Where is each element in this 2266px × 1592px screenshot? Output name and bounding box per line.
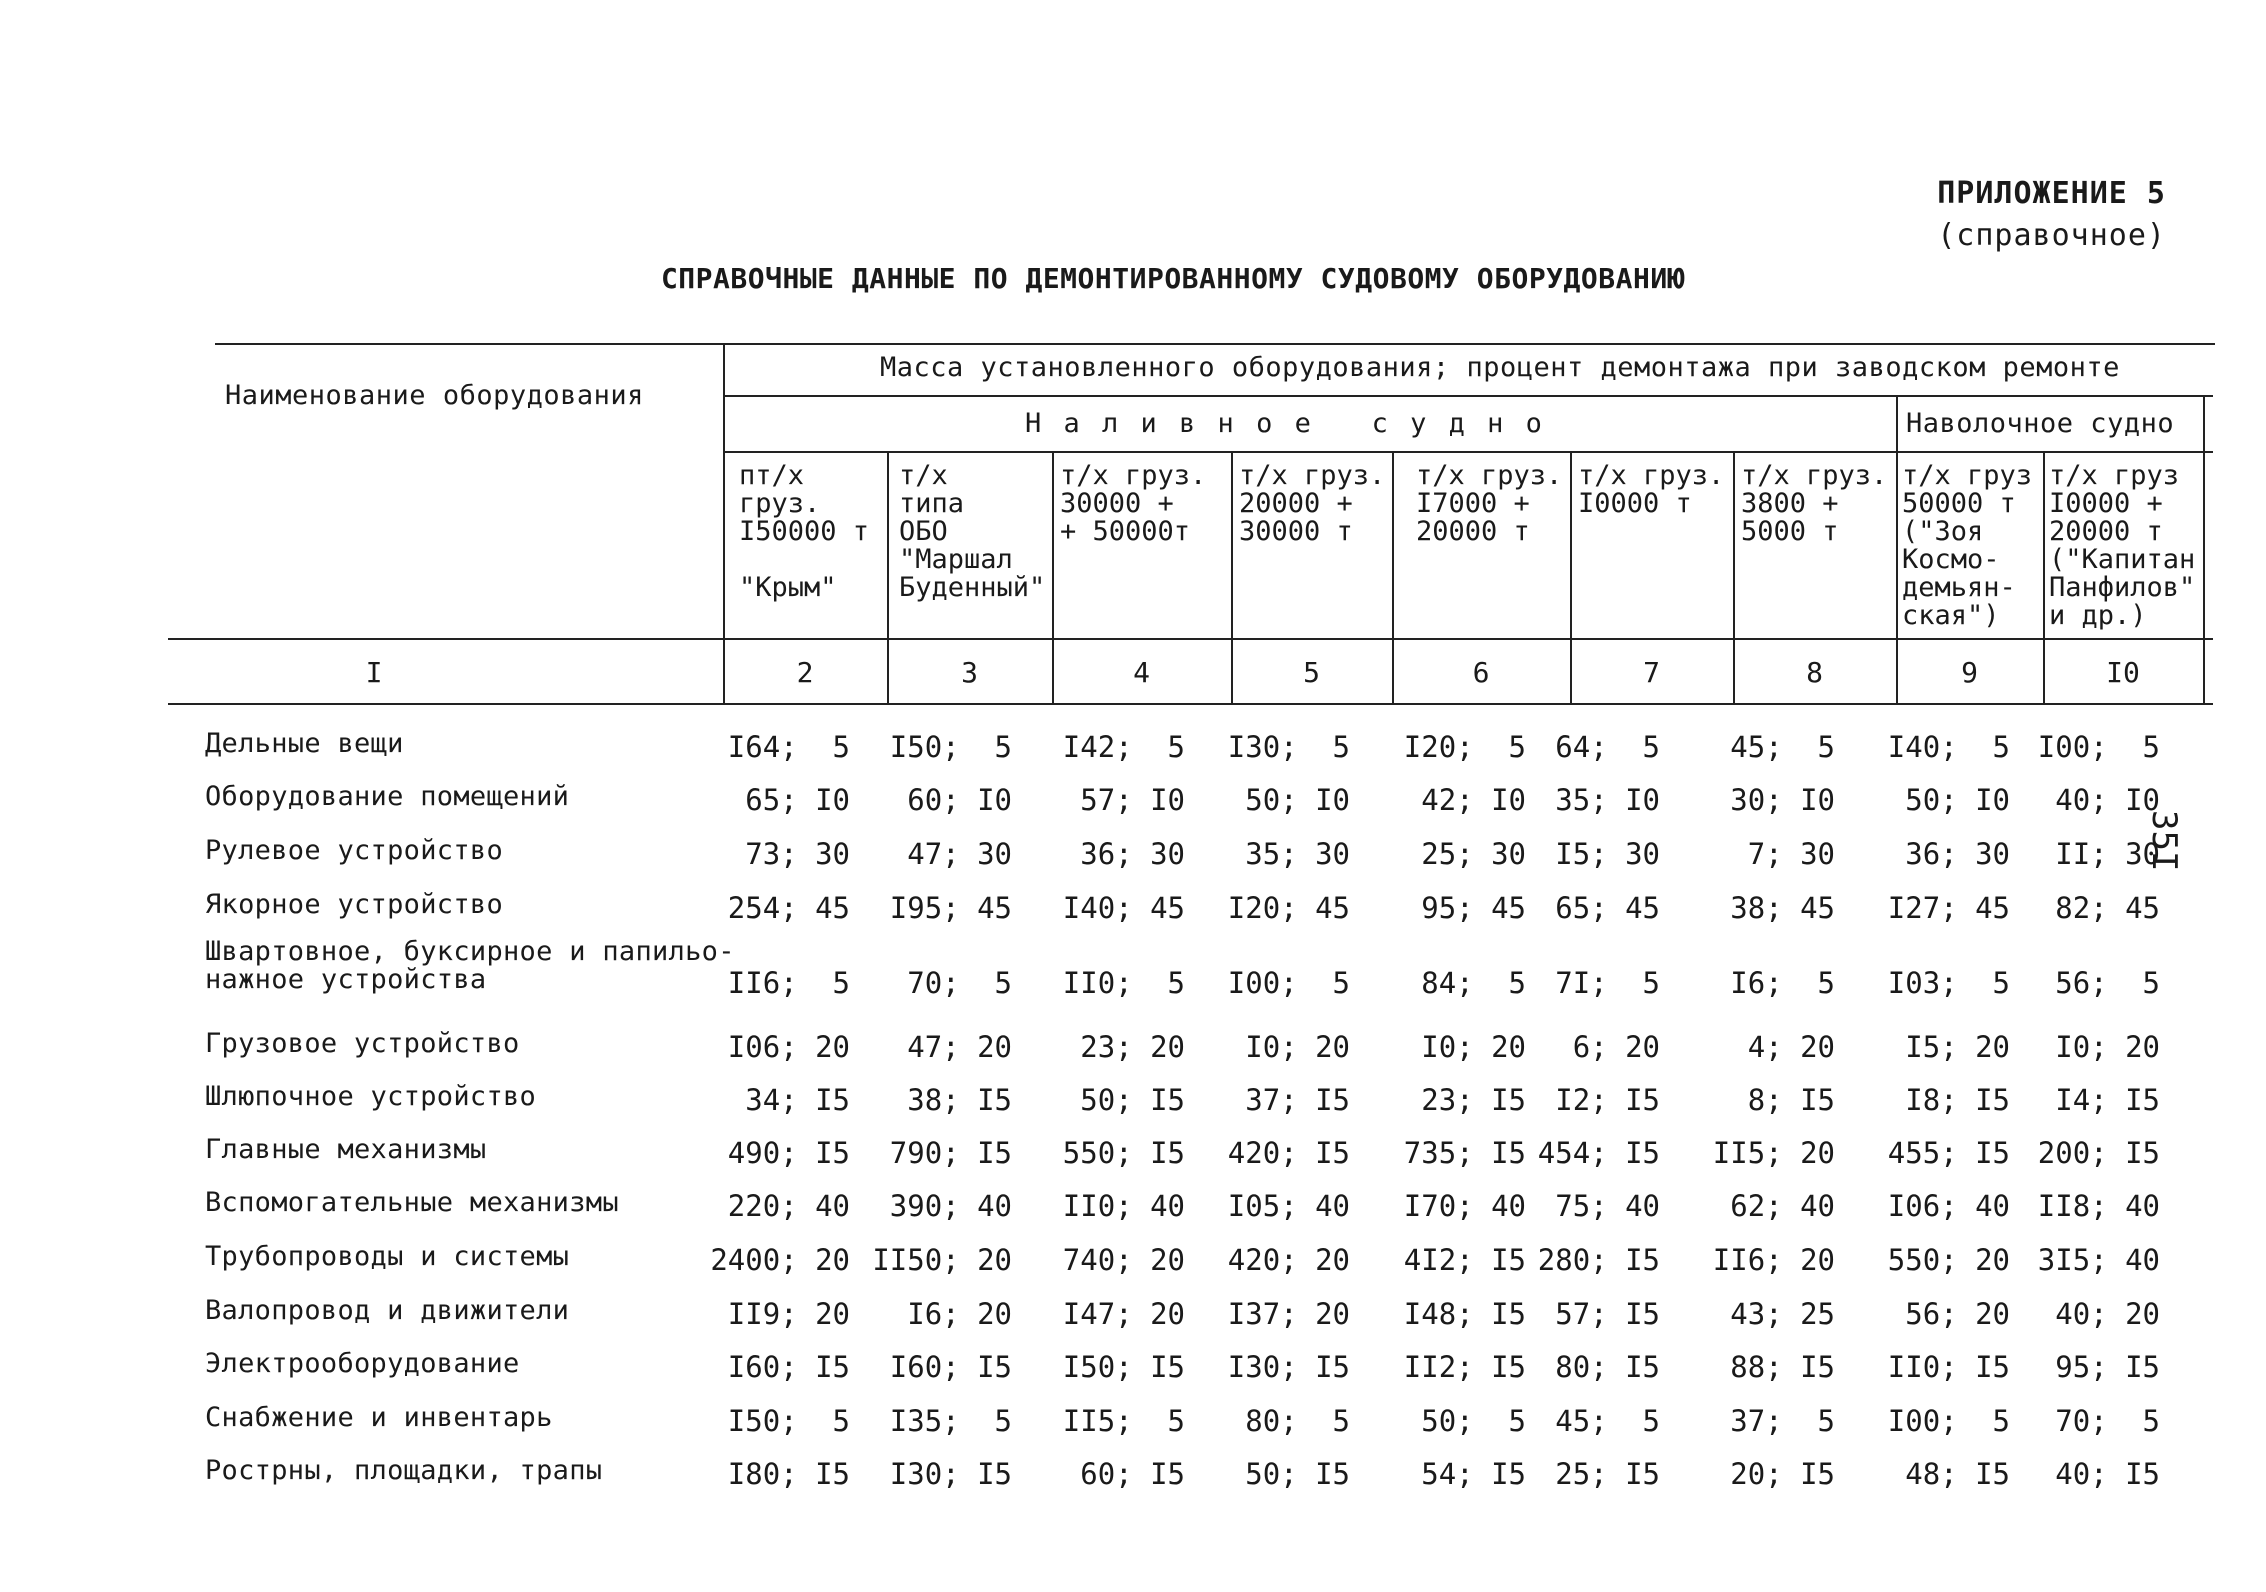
table-cell: I5; 30 <box>1555 837 1660 871</box>
column-rule <box>1052 451 1054 703</box>
column-header <box>1416 462 1562 546</box>
column-header-line <box>739 546 869 574</box>
mass-header-rule <box>723 395 2213 397</box>
table-cell: II9; 20 <box>727 1297 850 1331</box>
table-cell: 36; 30 <box>1080 837 1185 871</box>
table-cell: 7I; 5 <box>1555 966 1660 1000</box>
table-cell: 95; 45 <box>1421 891 1526 925</box>
column-header-line: ("Зоя <box>1902 516 1984 547</box>
equipment-name: Электрооборудование <box>205 1348 520 1379</box>
document-title: СПРАВОЧНЫЕ ДАННЫЕ ПО ДЕМОНТИРОВАННОМУ СУДОВОМУ ОБОРУДОВАНИЮ <box>660 262 1686 295</box>
table-cell: I60; I5 <box>727 1350 850 1384</box>
table-cell: 50; 5 <box>1421 1404 1526 1438</box>
column-header-line: демьян- <box>1902 572 2016 603</box>
tanker-header: Н а л и в н о е с у д н о <box>1025 408 1545 439</box>
table-cell: 88; I5 <box>1730 1350 1835 1384</box>
table-cell: 64; 5 <box>1555 730 1660 764</box>
table-cell: 42; I0 <box>1421 783 1526 817</box>
page-number: 35I <box>2144 810 2184 872</box>
table-cell: I00; 5 <box>1227 966 1350 1000</box>
table-cell: 73; 30 <box>745 837 850 871</box>
column-number: 8 <box>1806 656 1823 689</box>
column-header-line: Панфилов" <box>2049 572 2196 603</box>
table-cell: 20; I5 <box>1730 1457 1835 1491</box>
column-header-line: т/х груз. <box>1578 460 1725 491</box>
table-cell: I50; 5 <box>727 1404 850 1438</box>
column-header-line: т/х груз. <box>1741 460 1888 491</box>
column-header-line: I0000 т <box>1578 488 1692 519</box>
table-cell: I06; 20 <box>727 1030 850 1064</box>
column-header-line: ("Капитан <box>2049 544 2196 575</box>
column-rule <box>2043 451 2045 703</box>
table-cell: II0; 40 <box>1062 1189 1185 1223</box>
column-rule <box>887 451 889 703</box>
column-header-line: 20000 т <box>1416 516 1530 547</box>
table-cell: 75; 40 <box>1555 1189 1660 1223</box>
table-cell: 550; I5 <box>1062 1136 1185 1170</box>
table-cell: I48; I5 <box>1403 1297 1526 1331</box>
table-cell: 60; I0 <box>907 783 1012 817</box>
column-number: I <box>365 656 383 689</box>
equipment-name: Рулевое устройство <box>205 835 503 866</box>
table-cell: I50; 5 <box>889 730 1012 764</box>
column-rule <box>1733 451 1735 703</box>
table-cell: II; 30 <box>2055 837 2160 871</box>
table-cell: I40; 5 <box>1887 730 2010 764</box>
table-cell: 455; I5 <box>1887 1136 2010 1170</box>
column-header <box>1060 462 1206 546</box>
table-cell: 40; I0 <box>2055 783 2160 817</box>
table-cell: I06; 40 <box>1887 1189 2010 1223</box>
table-cell: 84; 5 <box>1421 966 1526 1000</box>
table-cell: I6; 20 <box>907 1297 1012 1331</box>
table-cell: II6; 5 <box>727 966 850 1000</box>
table-cell: II2; I5 <box>1403 1350 1526 1384</box>
table-cell: I0; 20 <box>2055 1030 2160 1064</box>
appendix-note: (справочное) <box>1937 218 2166 253</box>
table-cell: 50; I5 <box>1245 1457 1350 1491</box>
table-cell: 45; 5 <box>1555 1404 1660 1438</box>
table-cell: 62; 40 <box>1730 1189 1835 1223</box>
table-cell: I5; 20 <box>1905 1030 2010 1064</box>
table-cell: II50; 20 <box>872 1243 1012 1277</box>
table-cell: I0; 20 <box>1421 1030 1526 1064</box>
table-cell: I2; I5 <box>1555 1083 1660 1117</box>
table-cell: I35; 5 <box>889 1404 1012 1438</box>
table-cell: I05; 40 <box>1227 1189 1350 1223</box>
appendix-label: ПРИЛОЖЕНИЕ 5 <box>1937 176 2166 211</box>
column-header-line: 30000 т <box>1239 516 1353 547</box>
equipment-name: Снабжение и инвентарь <box>205 1402 553 1433</box>
bulk-carrier-header: Наволочное судно <box>1906 408 2175 439</box>
column-header <box>1578 462 1724 518</box>
table-cell: 454; I5 <box>1537 1136 1660 1170</box>
column-header-line: 20000 + <box>1239 488 1353 519</box>
table-cell: I0; 20 <box>1245 1030 1350 1064</box>
column-header-line: 50000 т <box>1902 488 2016 519</box>
table-cell: I40; 45 <box>1062 891 1185 925</box>
vessel-type-rule <box>723 451 2213 453</box>
table-cell: I27; 45 <box>1887 891 2010 925</box>
column-header-line: I0000 + <box>2049 488 2163 519</box>
table-cell: 390; 40 <box>889 1189 1012 1223</box>
table-cell: I20; 45 <box>1227 891 1350 925</box>
column-header-line: груз. <box>739 488 821 519</box>
mass-header: Масса установленного оборудования; процент демонтажа при заводском ремонте <box>880 352 2120 383</box>
table-cell: 57; I0 <box>1080 783 1185 817</box>
column-header-line: 20000 т <box>2049 516 2163 547</box>
table-cell: 80; I5 <box>1555 1350 1660 1384</box>
table-cell: 490; I5 <box>727 1136 850 1170</box>
table-top-rule <box>215 343 2215 345</box>
column-header-line: т/х груз <box>1902 460 2033 491</box>
table-cell: 200; I5 <box>2037 1136 2160 1170</box>
table-cell: I30; I5 <box>1227 1350 1350 1384</box>
table-cell: 47; 20 <box>907 1030 1012 1064</box>
table-cell: 50; I0 <box>1245 783 1350 817</box>
column-header-line: т/х <box>899 460 948 491</box>
table-cell: I30; I5 <box>889 1457 1012 1491</box>
table-cell: 35; 30 <box>1245 837 1350 871</box>
table-cell: 220; 40 <box>727 1189 850 1223</box>
column-number: 6 <box>1472 656 1490 689</box>
equipment-name: Якорное устройство <box>205 889 503 920</box>
table-cell: 254; 45 <box>727 891 850 925</box>
table-cell: I64; 5 <box>727 730 850 764</box>
equipment-name: Грузовое устройство <box>205 1028 520 1059</box>
column-header-line: типа <box>899 488 965 519</box>
table-cell: 70; 5 <box>2055 1404 2160 1438</box>
column-number: 5 <box>1303 656 1320 689</box>
column-header-line: + 50000т <box>1060 516 1191 547</box>
column-header-line: пт/х <box>739 460 805 491</box>
table-cell: I20; 5 <box>1403 730 1526 764</box>
table-cell: I6; 5 <box>1730 966 1835 1000</box>
table-cell: I00; 5 <box>1887 1404 2010 1438</box>
table-cell: 95; I5 <box>2055 1350 2160 1384</box>
column-number: 9 <box>1961 656 1978 689</box>
table-cell: 37; 5 <box>1730 1404 1835 1438</box>
table-cell: 30; I0 <box>1730 783 1835 817</box>
table-cell: II0; I5 <box>1887 1350 2010 1384</box>
column-header <box>1239 462 1385 546</box>
table-cell: 550; 20 <box>1887 1243 2010 1277</box>
table-cell: 35; I0 <box>1555 783 1660 817</box>
table-cell: 38; I5 <box>907 1083 1012 1117</box>
table-cell: 420; I5 <box>1227 1136 1350 1170</box>
equipment-name: Оборудование помещений <box>205 781 570 812</box>
table-cell: 38; 45 <box>1730 891 1835 925</box>
equipment-name: Швартовное, буксирное и папильо- <box>205 936 735 967</box>
equipment-name: Трубопроводы и системы <box>205 1241 570 1272</box>
equipment-name: Рострны, площадки, трапы <box>205 1455 603 1486</box>
table-cell: 48; I5 <box>1905 1457 2010 1491</box>
equipment-name: Дельные вещи <box>205 728 404 759</box>
table-cell: 40; I5 <box>2055 1457 2160 1491</box>
column-header-line: "Маршал <box>899 544 1013 575</box>
table-cell: I03; 5 <box>1887 966 2010 1000</box>
column-header-line: т/х груз. <box>1416 460 1563 491</box>
table-cell: I80; I5 <box>727 1457 850 1491</box>
table-cell: I4; I5 <box>2055 1083 2160 1117</box>
table-cell: 43; 25 <box>1730 1297 1835 1331</box>
table-cell: 4I2; I5 <box>1403 1243 1526 1277</box>
table-cell: 45; 5 <box>1730 730 1835 764</box>
column-header-line: 3800 + <box>1741 488 1839 519</box>
column-number: 7 <box>1643 656 1660 689</box>
table-cell: 80; 5 <box>1245 1404 1350 1438</box>
table-cell: 23; I5 <box>1421 1083 1526 1117</box>
table-cell: I42; 5 <box>1062 730 1185 764</box>
table-cell: 25; 30 <box>1421 837 1526 871</box>
table-cell: 740; 20 <box>1062 1243 1185 1277</box>
table-cell: 735; I5 <box>1403 1136 1526 1170</box>
table-cell: 47; 30 <box>907 837 1012 871</box>
column-header-line: т/х груз. <box>1060 460 1207 491</box>
column-header <box>739 462 869 602</box>
table-cell: 54; I5 <box>1421 1457 1526 1491</box>
column-header <box>899 462 1045 602</box>
table-cell: 50; I5 <box>1080 1083 1185 1117</box>
equipment-name: Шлюпочное устройство <box>205 1081 537 1112</box>
column-header-line: Буденный" <box>899 572 1046 603</box>
column-header-line: ская") <box>1902 600 2000 631</box>
column-header <box>1902 462 2032 630</box>
table-cell: I47; 20 <box>1062 1297 1185 1331</box>
column-header <box>2049 462 2195 630</box>
table-cell: 56; 5 <box>2055 966 2160 1000</box>
table-cell: 2400; 20 <box>710 1243 850 1277</box>
table-cell: I30; 5 <box>1227 730 1350 764</box>
table-cell: 37; I5 <box>1245 1083 1350 1117</box>
table-cell: I37; 20 <box>1227 1297 1350 1331</box>
table-cell: 6; 20 <box>1572 1030 1660 1064</box>
table-cell: 4; 20 <box>1747 1030 1835 1064</box>
column-number: I0 <box>2106 656 2140 689</box>
equipment-name: Вспомогательные механизмы <box>205 1187 619 1218</box>
name-column-rule <box>723 343 725 703</box>
table-cell: 56; 20 <box>1905 1297 2010 1331</box>
table-cell: I8; I5 <box>1905 1083 2010 1117</box>
table-cell: 420; 20 <box>1227 1243 1350 1277</box>
table-cell: 65; I0 <box>745 783 850 817</box>
column-number-rule <box>168 703 2213 705</box>
table-cell: 790; I5 <box>889 1136 1012 1170</box>
column-header-line: ОБО <box>899 516 948 547</box>
column-header-line: I50000 т <box>739 516 870 547</box>
table-cell: I00; 5 <box>2037 730 2160 764</box>
name-column-header: Наименование оборудования <box>225 380 644 411</box>
table-cell: 57; I5 <box>1555 1297 1660 1331</box>
table-cell: 70; 5 <box>907 966 1012 1000</box>
table-cell: 3I5; 40 <box>2037 1243 2160 1277</box>
table-cell: 40; 20 <box>2055 1297 2160 1331</box>
tanker-bulk-divider <box>1896 395 1898 703</box>
table-cell: 280; I5 <box>1537 1243 1660 1277</box>
table-cell: 36; 30 <box>1905 837 2010 871</box>
table-cell: 50; I0 <box>1905 783 2010 817</box>
column-header <box>1741 462 1887 546</box>
column-rule <box>1231 451 1233 703</box>
column-rule <box>1392 451 1394 703</box>
table-cell: 82; 45 <box>2055 891 2160 925</box>
column-header-line: 30000 + <box>1060 488 1174 519</box>
table-cell: 23; 20 <box>1080 1030 1185 1064</box>
column-header-line: т/х груз <box>2049 460 2180 491</box>
table-cell: I60; I5 <box>889 1350 1012 1384</box>
column-header-line: 5000 т <box>1741 516 1839 547</box>
table-cell: 7; 30 <box>1747 837 1835 871</box>
equipment-name: Главные механизмы <box>205 1134 487 1165</box>
table-cell: II0; 5 <box>1062 966 1185 1000</box>
column-rule <box>1570 451 1572 703</box>
column-header-line: Космо- <box>1902 544 2000 575</box>
column-header-line: "Крым" <box>739 572 837 603</box>
table-cell: 25; I5 <box>1555 1457 1660 1491</box>
column-header-line: т/х груз. <box>1239 460 1386 491</box>
column-header-line: I7000 + <box>1416 488 1530 519</box>
table-cell: 34; I5 <box>745 1083 850 1117</box>
table-cell: II8; 40 <box>2037 1189 2160 1223</box>
table-cell: I70; 40 <box>1403 1189 1526 1223</box>
table-cell: II5; 20 <box>1712 1136 1835 1170</box>
table-cell: II5; 5 <box>1062 1404 1185 1438</box>
table-cell: 65; 45 <box>1555 891 1660 925</box>
table-cell: I50; I5 <box>1062 1350 1185 1384</box>
table-right-rule <box>2203 395 2205 703</box>
equipment-name: нажное устройства <box>205 964 487 995</box>
column-header-line: и др.) <box>2049 600 2147 631</box>
table-cell: 60; I5 <box>1080 1457 1185 1491</box>
table-cell: 8; I5 <box>1747 1083 1835 1117</box>
table-cell: I95; 45 <box>889 891 1012 925</box>
column-number: 2 <box>796 656 814 689</box>
equipment-name: Валопровод и движители <box>205 1295 570 1326</box>
column-head-rule <box>168 638 2213 640</box>
column-number: 4 <box>1133 656 1150 689</box>
table-cell: II6; 20 <box>1712 1243 1835 1277</box>
column-number: 3 <box>961 656 978 689</box>
